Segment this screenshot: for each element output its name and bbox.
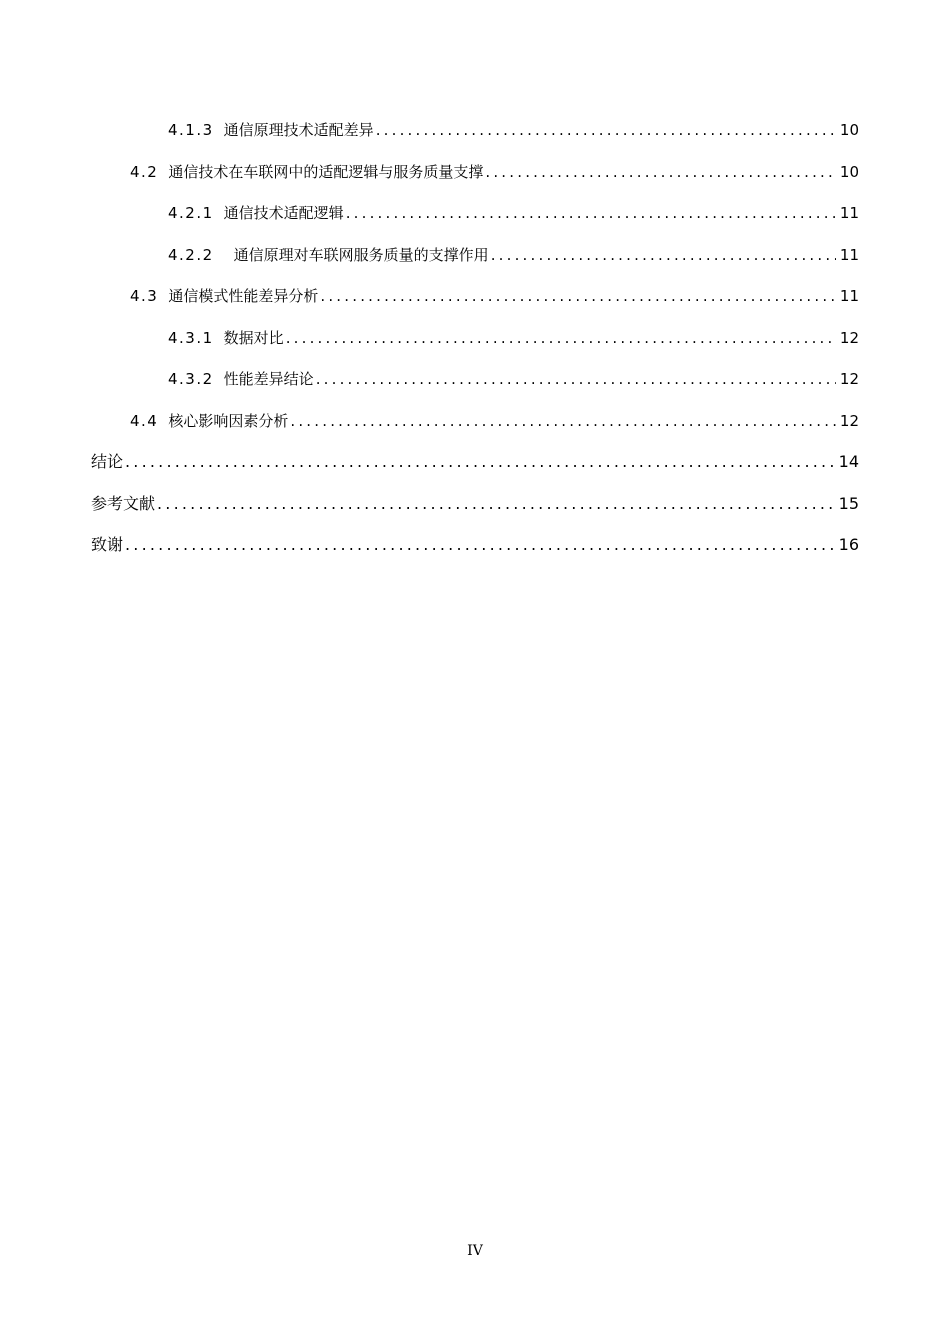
toc-entry-page: 11 — [839, 287, 859, 305]
toc-entry-page: 14 — [838, 452, 859, 471]
toc-entry-4-1-3[interactable] — [168, 118, 859, 142]
toc-entry-page: 10 — [839, 163, 859, 181]
toc-entry-number: 4.2.1 — [168, 204, 214, 222]
toc-entry-page: 12 — [839, 370, 859, 388]
toc-entry-page: 11 — [839, 204, 859, 222]
toc-entry-title: 通信原理对车联网服务质量的支撑作用 — [233, 246, 489, 264]
toc-entry-number: 4.1.3 — [168, 121, 214, 139]
toc-dot-leader — [290, 409, 836, 433]
toc-entry-4-4[interactable] — [130, 409, 859, 433]
toc-entry-page: 12 — [839, 329, 859, 347]
toc-entry-title: 通信技术在车联网中的适配逻辑与服务质量支撑 — [168, 163, 484, 181]
toc-entry-references[interactable] — [91, 492, 859, 516]
toc-entry-title: 核心影响因素分析 — [168, 412, 289, 430]
toc-entry-number: 4.4 — [130, 412, 159, 430]
toc-dot-leader — [376, 118, 836, 142]
toc-dot-leader — [485, 160, 836, 184]
toc-entry-page: 11 — [839, 246, 859, 264]
toc-entry-title: 结论 — [91, 452, 124, 471]
toc-entry-title: 通信模式性能差异分析 — [168, 287, 319, 305]
toc-entry-title: 性能差异结论 — [223, 370, 314, 388]
toc-dot-leader — [316, 367, 836, 391]
toc-entry-title: 数据对比 — [223, 329, 284, 347]
toc-dot-leader — [125, 533, 835, 557]
page-number: IV — [467, 1243, 483, 1259]
toc-dot-leader — [491, 243, 836, 267]
toc-entry-page: 10 — [839, 121, 859, 139]
toc-entry-conclusion[interactable] — [91, 450, 859, 474]
toc-dot-leader — [125, 450, 835, 474]
toc-dot-leader — [320, 284, 836, 308]
toc-entry-4-2[interactable] — [130, 160, 859, 184]
toc-entry-number: 4.2.2 — [168, 246, 214, 264]
toc-entry-4-3[interactable] — [130, 284, 859, 308]
toc-entry-4-2-2[interactable] — [168, 243, 859, 267]
toc-entry-number: 4.3.2 — [168, 370, 214, 388]
toc-entry-number: 4.3 — [130, 287, 159, 305]
toc-entry-4-3-1[interactable] — [168, 326, 859, 350]
toc-entry-title: 参考文献 — [91, 494, 156, 513]
toc-entry-page: 16 — [838, 535, 859, 554]
toc-entry-number: 4.2 — [130, 163, 159, 181]
toc-dot-leader — [157, 492, 835, 516]
toc-entry-acknowledgements[interactable] — [91, 533, 859, 557]
toc-dot-leader — [346, 201, 836, 225]
toc-entry-4-3-2[interactable] — [168, 367, 859, 391]
toc-entry-title: 通信技术适配逻辑 — [223, 204, 344, 222]
toc-dot-leader — [286, 326, 836, 350]
toc-entry-title: 通信原理技术适配差异 — [223, 121, 374, 139]
toc-entry-4-2-1[interactable] — [168, 201, 859, 225]
toc-entry-page: 12 — [839, 412, 859, 430]
toc-entry-title: 致谢 — [91, 535, 124, 554]
toc-entry-number: 4.3.1 — [168, 329, 214, 347]
toc-entry-page: 15 — [838, 494, 859, 513]
